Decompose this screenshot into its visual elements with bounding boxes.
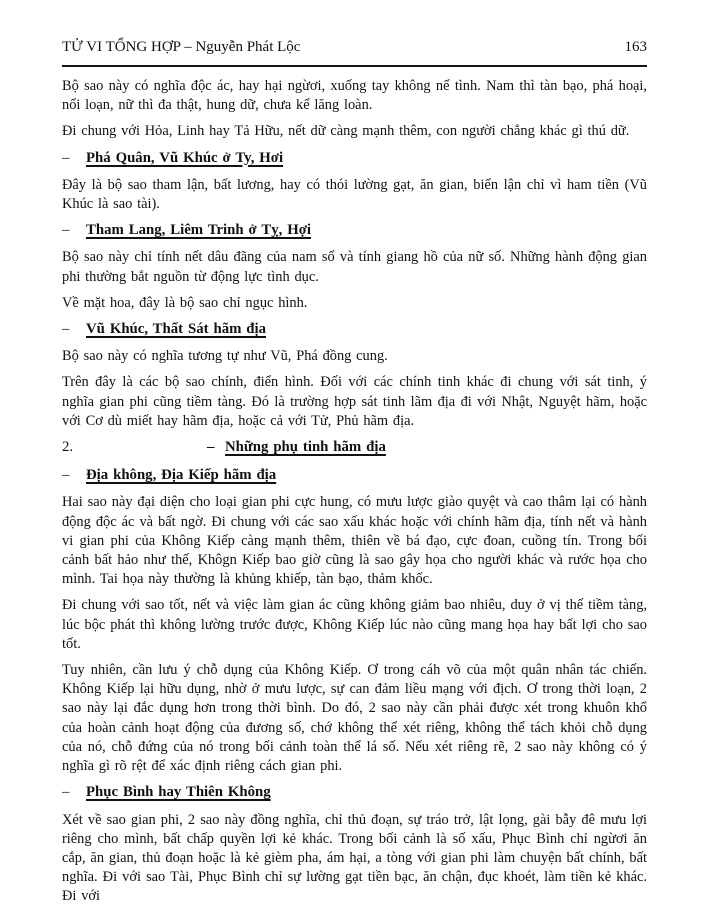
header-rule <box>62 65 647 67</box>
paragraph: Đi chung với Hỏa, Linh hay Tả Hữu, nết dữ càng mạnh thêm, con người chẳng khác gì thú dữ. <box>62 123 630 140</box>
paragraph: Hai sao này đại diện cho loại gian phi cực hung, có mưu lược giào quyệt và cao thâm lại có hành động độc ác và bất ngờ. Đi chung với các sao xấu khác hoặc với chính hãm địa, tính nết và hành vi gian phi của Không Kiếp càng mạnh thêm, thiên về bá đạo, cực đoan, cuồng tín. Trong bối cảnh bất hảo như thế, Khôgn Kiếp bao giờ cũng là sao gây họa cho người khác và rước họa cho mình. Tai họa này thường là khủng khiếp, tàn bạo, thảm khốc. <box>62 494 647 588</box>
paragraph: Xét về sao gian phi, 2 sao này đồng nghĩa, chỉ thủ đoạn, sự tráo trở, lật lọng, gài bẫy đê mưu lợi riêng cho mình, bất chấp quyền lợi kẻ khác. Trong bối cảnh là số xấu, Phục Bình chỉ ngừơi ăn cắp, ăn gian, thủ đoạn hoặc là kẻ gièm pha, ám hại, a tòng với gian phi làm chuyện bất chính, bất nghĩa. Đi với sao Tài, Phục Bình chỉ sự lường gạt tiền bạc, ăn chận, đục khoét, làm tiền kẻ khác. Đi với <box>62 811 647 905</box>
page-header <box>62 38 647 56</box>
section-heading <box>62 466 647 485</box>
paragraph: Tuy nhiên, cần lưu ý chỗ dụng của Không Kiếp. Ơ trong cáh võ của một quân nhân tác chiến. Không Kiếp lại hữu dụng, nhờ ở mưu lược, sự can đảm liều mạng với địch. Ơ trong thời loạn, 2 sao này lại đắc dụng hơn trong thời bình. Do đó, 2 sao này cần phải được xét trong khuôn khổ của hoàn cảnh hoạt động của đương số, chớ không thể xét riêng, không thể tách khỏi chỗ dụng của nó, chỗ đứng của nó trong bối cảnh toàn thể lá số. Nếu xét riêng rẽ, 2 sao này không có ý nghĩa gì rõ rệt để xác định riêng cách gian phi. <box>62 662 647 775</box>
heading-dash: – <box>62 222 70 239</box>
paragraph: Đi chung với sao tốt, nết và việc làm gian ác cũng không giảm bao nhiêu, duy ở vị thế tiềm tàng, lúc bộc phát thì không lường trước được, Không Kiếp lúc nào cũng mang họa hay bất lợi cho sao tốt. <box>62 597 647 652</box>
paragraph: Trên đây là các bộ sao chính, điển hình. Đối với các chính tinh khác đi chung với sát tinh, ý nghĩa gian phi cũng tiềm tàng. Đó là trường hợp sát tinh lãm địa đi với Nhật, Nguyệt hãm, hoặc với Cơ dù miết hay hãm địa, hoặc cả với Tử, Phủ hãm địa. <box>62 374 647 429</box>
page-number: 163 <box>624 39 647 55</box>
section-heading <box>62 320 647 339</box>
paragraph: Bộ sao này có nghĩa độc ác, hay hại ngừơi, xuống tay không nể tình. Nam thì tàn bạo, phá hoại, nổi loạn, nữ thì đa thật, hung dữ, chưa kể lăng loàn. <box>62 78 647 114</box>
section-heading <box>62 221 647 240</box>
section-heading-label: Phá Quân, Vũ Khúc ở Ty, Hơi <box>86 149 284 166</box>
section-heading <box>62 149 647 168</box>
heading-dash: – <box>62 321 70 338</box>
heading-dash: – <box>62 149 70 166</box>
paragraph: Bộ sao này chỉ tính nết dâu đãng của nam số và tính giang hồ của nữ số. Những hành động gian phi thường bắt nguồn từ động lực tình dục. <box>62 249 647 285</box>
section-heading <box>62 783 647 802</box>
heading-dash: – <box>62 467 70 484</box>
running-title: TỬ VI TỔNG HỢP – Nguyễn Phát Lộc <box>62 39 301 55</box>
paragraph: Về mặt hoa, đây là bộ sao chỉ ngục hình. <box>62 294 308 311</box>
paragraph: Đây là bộ sao tham lận, bất lương, hay có thói lường gạt, ăn gian, biển lận chỉ vì ham tiền (Vũ Khúc là sao tài). <box>62 176 647 213</box>
section-heading-label: Địa không, Địa Kiếp hãm địa <box>86 467 277 484</box>
section-heading-label: Tham Lang, Liêm Trinh ở Tỵ, Hợi <box>86 222 312 239</box>
heading-dash: – <box>207 439 215 456</box>
section-heading-label: Phục Bình hay Thiên Không <box>86 784 271 801</box>
section-number: 2. <box>62 439 74 456</box>
paragraph: Bộ sao này có nghĩa tương tự như Vũ, Phá đồng cung. <box>62 348 388 365</box>
section-heading-label: Vũ Khúc, Thất Sát hãm địa <box>86 321 267 338</box>
numbered-section-heading <box>62 438 647 457</box>
page-body <box>62 77 647 907</box>
section-heading-label: Những phụ tinh hãm địa <box>225 439 386 456</box>
heading-dash: – <box>62 784 70 801</box>
